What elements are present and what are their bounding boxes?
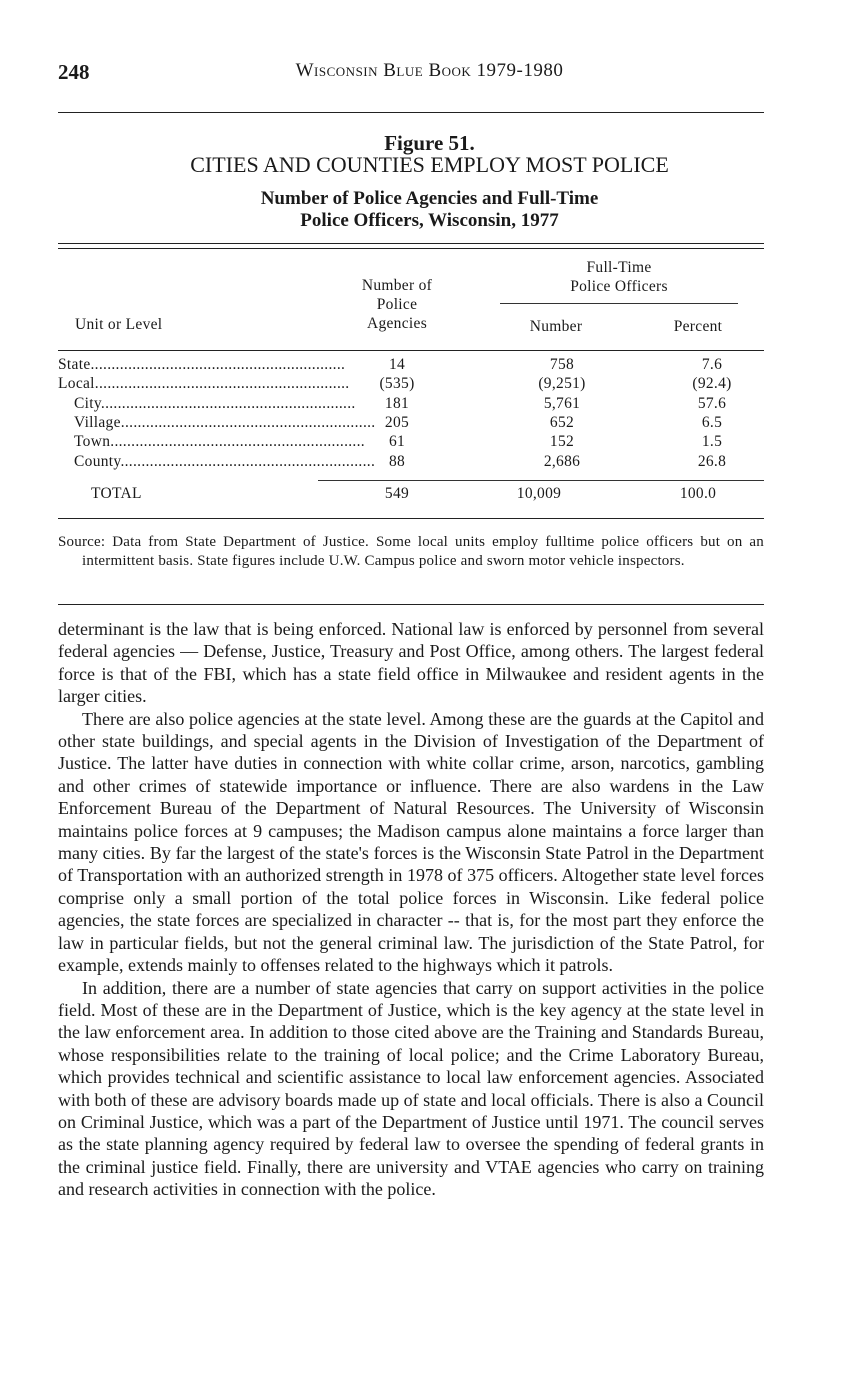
cell-agencies: 181 (384, 395, 410, 412)
cell-agencies: 14 (388, 356, 406, 373)
figure-subtitle-line1: Number of Police Agencies and Full-Time (260, 188, 599, 209)
col-header-officers-line1: Full-Time (586, 259, 652, 276)
cell-number: 152 (549, 433, 575, 450)
cell-number: 2,686 (543, 453, 581, 470)
table-top-rule-inner (58, 248, 764, 249)
running-head: Wisconsin Blue Book 1979-1980 (295, 60, 564, 81)
cell-percent: 6.5 (701, 414, 723, 431)
cell-number: 758 (549, 356, 575, 373)
paragraph-1: determinant is the law that is being enforced. National law is enforced by personnel from several federal agencies — Defense, Justice, Treasury and Post Office, among others. The largest federal force is that of the FBI, which has a state field office in Milwaukee and resident agents in the larger cities. (58, 619, 764, 707)
cell-percent: 26.8 (697, 453, 727, 470)
row-label-state: State............................................................. (58, 356, 346, 373)
table-top-rule (58, 243, 764, 244)
row-label-county: County............................................................. (74, 453, 376, 470)
cell-percent: (92.4) (692, 375, 732, 392)
officers-header-rule (500, 303, 738, 304)
total-label: TOTAL (91, 485, 142, 502)
paragraph-3: In addition, there are a number of state agencies that carry on support activities in the police field. Most of these are in the Department of Justice, which is the key agency at the state level in the law enforcement area. In addition to those cited above are the Training and Standards Bureau, whose responsibilities relate to the training of local police; and the Crime Laboratory Bureau, which provides technical and scientific assistance to local law enforcement agencies. Associated with both of these are advisory boards made up of state and local officials. There is also a Council on Criminal Justice, which was a part of the Department of Justice until 1971. The council serves as the state planning agency required by federal law to oversee the spending of federal grants in the criminal justice field. Finally, there are university and VTAE agencies who carry on training and research activities in connection with the police. (58, 977, 764, 1200)
col-header-unit: Unit or Level (75, 316, 163, 333)
cell-agencies: 61 (388, 433, 406, 450)
source-note (58, 533, 764, 571)
figure-bottom-rule (58, 604, 764, 605)
cell-agencies: 88 (388, 453, 406, 470)
paragraph-2: There are also police agencies at the state level. Among these are the guards at the Capitol and other state buildings, and special agents in the Division of Investigation of the Department of Justice. The latter have duties in connection with white collar crime, arson, narcotics, gambling and other crimes of statewide importance or influence. There are also wardens in the Law Enforcement Bureau of the Department of Natural Resources. The University of Wisconsin maintains police forces at 9 campuses; the Madison campus alone maintains a force larger than many cities. By far the largest of the state's forces is the Wisconsin State Patrol in the Department of Transportation with an authorized strength in 1978 of 375 officers. Altogether state level forces comprise only a small portion of the total police forces in Wisconsin. Like federal police agencies, the state forces are specialized in character -- that is, for the most part they enforce the law in particular fields, but not the general criminal law. The jurisdiction of the State Patrol, for example, extends mainly to offenses related to the highways which it patrols. (58, 708, 764, 976)
cell-agencies: 205 (384, 414, 410, 431)
col-header-agencies (337, 276, 457, 333)
row-label-local: Local............................................................. (58, 375, 350, 392)
col-header-officers (500, 258, 738, 296)
total-number: 10,009 (516, 485, 562, 502)
cell-agencies: (535) (379, 375, 415, 392)
source-note-text: Source: Data from State Department of Justice. Some local units employ fulltime police officers but on an intermittent basis. State figures include U.W. Campus police and sworn motor vehicle inspectors. (58, 534, 764, 569)
col-header-officers-line2: Police Officers (570, 278, 668, 295)
page-number: 248 (58, 60, 90, 84)
col-header-agencies-line3: Agencies (366, 315, 428, 332)
cell-number: 652 (549, 414, 575, 431)
row-label-town: Town............................................................. (74, 433, 365, 450)
table-header-rule (58, 350, 764, 351)
col-header-agencies-line2: Police (376, 296, 418, 313)
cell-number: 5,761 (543, 395, 581, 412)
total-agencies: 549 (384, 485, 410, 502)
figure-subtitle (0, 188, 859, 232)
figure-subtitle-line2: Police Officers, Wisconsin, 1977 (300, 210, 559, 231)
cell-percent: 1.5 (701, 433, 723, 450)
cell-percent: 57.6 (697, 395, 727, 412)
row-label-city: City............................................................. (74, 395, 356, 412)
header-divider (58, 112, 764, 113)
col-header-percent: Percent (673, 318, 723, 335)
col-header-agencies-line1: Number of (361, 277, 433, 294)
total-rule (318, 480, 764, 481)
col-header-number: Number (529, 318, 583, 335)
table-bottom-rule (58, 518, 764, 519)
row-label-village: Village............................................................. (74, 414, 376, 431)
cell-percent: 7.6 (701, 356, 723, 373)
figure-title: CITIES AND COUNTIES EMPLOY MOST POLICE (190, 152, 669, 177)
cell-number: (9,251) (538, 375, 586, 392)
total-percent: 100.0 (679, 485, 717, 502)
figure-label: Figure 51. (384, 131, 475, 155)
body-text (58, 618, 764, 1201)
